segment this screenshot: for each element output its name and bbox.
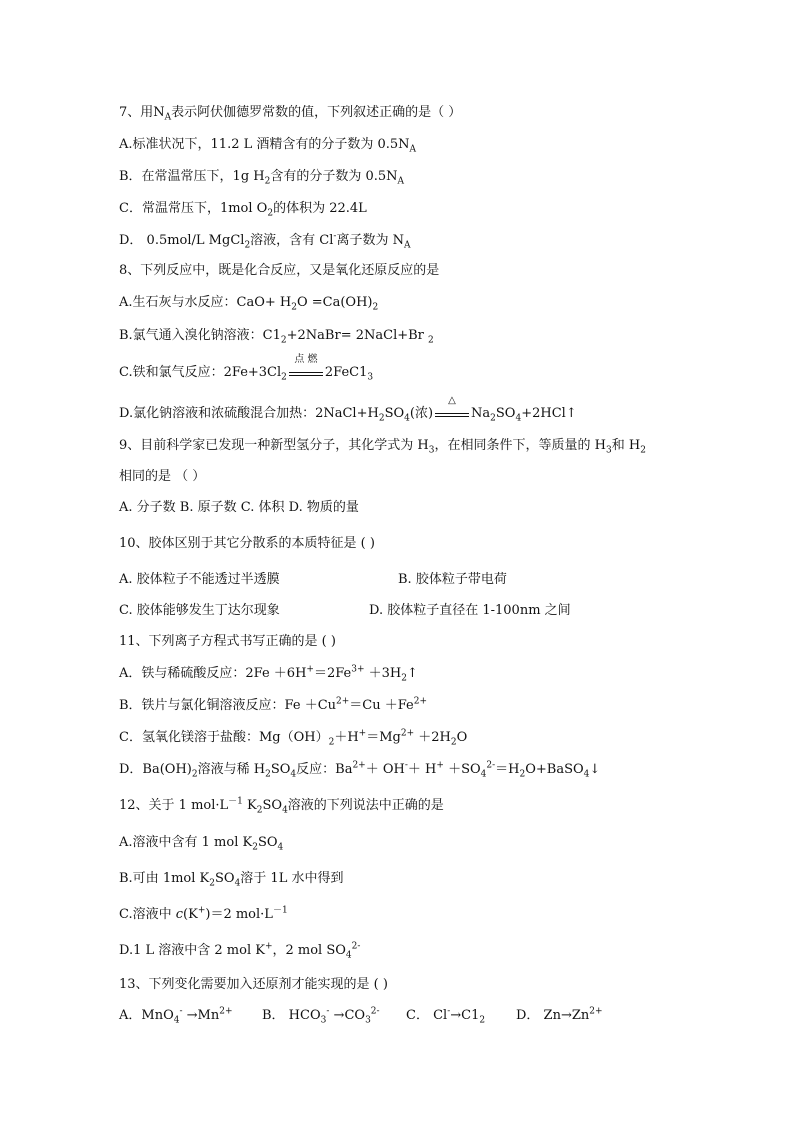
question-10-option-c: C. 胶体能够发生丁达尔现象 <box>119 603 280 618</box>
question-10-option-d: D. 胶体粒子直径在 1-100nm 之间 <box>369 603 571 618</box>
question-9-stem-line2: 相同的是 （ ） <box>119 469 206 484</box>
question-12-option-b: B.可由 1mol $K_2SO_4$溶于 1L 水中得到 <box>119 871 344 889</box>
question-10-option-b: B. 胶体粒子带电荷 <box>398 572 507 587</box>
reaction-condition-heat: △ <box>435 408 469 417</box>
question-11-stem: 11、下列离子方程式书写正确的是 ( ) <box>119 634 336 649</box>
question-13-stem: 13、下列变化需要加入还原剂才能实现的是 ( ) <box>119 977 388 992</box>
question-11-option-b: B．铁片与氯化铜溶液反应：$Fe +Cu^{2+}=Cu +Fe^{2+}$ <box>119 696 428 713</box>
question-8-option-a: A.生石灰与水反应：$CaO+ H_2O =Ca(OH)_2$ <box>119 295 379 313</box>
question-12-option-d: D.1 L 溶液中含 2 mol K+，2 mol $SO_4^{2-}$ <box>119 941 361 961</box>
question-7-option-d: D． 0.5mol/L MgCl$_2$溶液，含有 Cl-离子数为 $N_A$ <box>119 231 411 251</box>
question-11-option-c: C．氢氧化镁溶于盐酸：$Mg(OH)_2+H^+=Mg^{2+} +2H_2O$ <box>119 728 468 748</box>
question-9-options: A. 分子数 B. 原子数 C. 体积 D. 物质的量 <box>119 500 359 515</box>
question-10-stem: 10、胶体区别于其它分散系的本质特征是 ( ) <box>119 536 375 551</box>
question-7-option-c: C．常温常压下，1mol $O_2$的体积为 22.4L <box>119 201 367 219</box>
question-13-option-d: D． $Zn\to Zn^{2+}$ <box>516 1006 603 1023</box>
question-13-option-a: A．$MnO_4^- \to Mn^{2+}$ <box>119 1006 233 1026</box>
question-11-option-d: D．$Ba(OH)_2$溶液与稀 $H_2SO_4$反应：$Ba^{2+}+ OH^-+ H^+$ $+SO_4^{2-}=H_2O+BaSO_4↓$ <box>119 760 601 780</box>
question-7-option-a: A.标准状况下，11.2 L 酒精含有的分子数为 $0.5N_A$ <box>119 137 417 155</box>
question-13-option-b: B． $HCO_3^- \to CO_3^{2-}$ <box>262 1006 380 1026</box>
question-13-option-c: C． $Cl^-\to C1_2$ <box>406 1006 486 1026</box>
question-12-stem: 12、关于 1 $mol\cdot L^{-1}$ $K_2SO_4$溶液的下列说法中正确的是 <box>119 796 444 816</box>
question-9-stem-line1: 9、目前科学家已发现一种新型氢分子，其化学式为 $H_3$，在相同条件下，等质量的 $H_3$和 $H_2$ <box>119 438 646 456</box>
question-11-option-a: A．铁与稀硫酸反应：$2Fe +6H^+=2Fe^{3+}$ $+3H_2↑$ <box>119 664 418 684</box>
question-8-option-d: D.氯化钠溶液和浓硫酸混合加热：$2NaCl+H_2SO_4$(浓) △ $Na_2SO_4+2HCl↑$ <box>119 395 577 424</box>
question-8-stem: 8、下列反应中，既是化合反应，又是氧化还原反应的是 <box>119 263 440 278</box>
question-10-option-a: A. 胶体粒子不能透过半透膜 <box>119 572 280 587</box>
question-7-stem: 7、用$N_A$表示阿伏伽德罗常数的值，下列叙述正确的是（ ） <box>119 105 462 123</box>
question-8-option-b: B.氯气通入溴化钠溶液：$C1_2+2NaBr=$ 2NaCl+Br $_2$ <box>119 328 434 346</box>
question-8-option-c: C.铁和氯气反应：$2Fe+3Cl_2$ 点 燃 $2FeC1_3$ <box>119 354 374 383</box>
reaction-condition-ignite: 点 燃 <box>289 367 323 376</box>
question-12-option-a: A.溶液中含有 1 mol $K_2SO_4$ <box>119 835 284 853</box>
question-12-option-c: C.溶液中 c(K+)＝2 $mol\cdot L^{-1}$ <box>119 905 288 922</box>
question-7-option-b: B．在常温常压下，1g $H_2$含有的分子数为 $0.5N_A$ <box>119 169 405 187</box>
